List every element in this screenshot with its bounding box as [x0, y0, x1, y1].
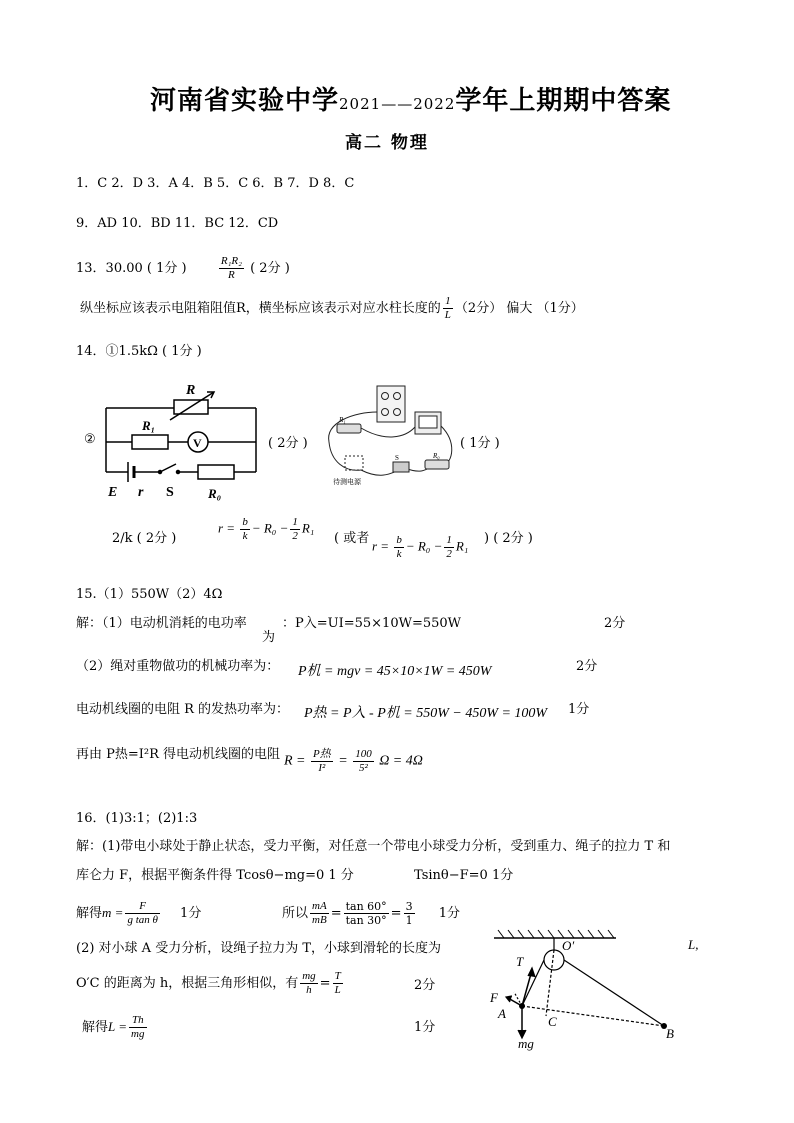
circuit-points: ( 2分 ): [268, 436, 308, 451]
q16-p3-tan-n: tan 60°: [345, 900, 387, 913]
f1-b: b: [242, 516, 248, 528]
q13b-text: 纵坐标应该表示电阻箱阻值R，横坐标应该表示对应水柱长度的: [80, 301, 441, 316]
q15-s4-eq: [284, 748, 423, 775]
q16-p3-n: F: [125, 900, 159, 914]
q15-s3-text: 电动机线圈的电阻 R 的发热功率为：: [76, 702, 290, 717]
f2-k: k: [396, 548, 402, 560]
q15-head: 15.（1）550W（2）4Ω: [76, 587, 223, 602]
ball-a: [519, 1003, 525, 1009]
q16-p3-value: [404, 900, 415, 927]
apparatus-points: ( 1分 ): [460, 436, 500, 451]
q13b-fraction: [443, 295, 453, 322]
label-mg: mg: [518, 1036, 534, 1051]
q15-s3-points: 1分: [568, 702, 590, 717]
q15-s1-eq: ：P入=UI=55×10W=550W: [282, 616, 462, 631]
q15-s4-frac-1: [311, 748, 333, 775]
page-title: [150, 80, 671, 117]
title-part-a: 河南省实验中学: [150, 86, 340, 116]
q16-p3b-text: 所以: [282, 906, 309, 921]
q16-p5-n2: T: [334, 970, 341, 982]
q16-p3-ratio-d: mB: [312, 914, 327, 926]
q16-p4-L: L,: [688, 937, 699, 952]
q16-p5: [76, 970, 345, 997]
label-o-prime: O′: [562, 938, 575, 953]
q15-s4-n1: P热: [313, 748, 331, 760]
label-a: A: [498, 1006, 506, 1021]
q15-s4-d1: I²: [318, 762, 326, 774]
answers-row-2: 9．AD 10．BD 11．BC 12．CD: [76, 216, 279, 231]
q15-s2-points: 2分: [576, 659, 598, 674]
q16-p3-tan-d: tan 30°: [345, 914, 387, 927]
q16-p3-frac: [125, 900, 159, 927]
q16-p3a: [76, 900, 201, 927]
q15-s4-d2: 5²: [359, 762, 368, 774]
label-c: C: [548, 1014, 557, 1029]
q16-p3b-points: 1分: [438, 906, 460, 921]
apparatus-label-source: 待测电源: [333, 478, 361, 486]
q16-p6: [82, 1014, 149, 1041]
q13-line: [76, 255, 290, 282]
q14-item-1: ①1.5kΩ ( 1分 ): [105, 344, 202, 359]
q15-s4-n2: 100: [355, 748, 372, 760]
q16-p3-points: 1分: [180, 906, 202, 921]
circuit-label-s: S: [166, 485, 174, 500]
q14c-formula-2: [372, 534, 468, 561]
q16-p3-value-d: 1: [405, 914, 413, 927]
f1-k: k: [242, 530, 248, 542]
q15-s4-eq-sign: =: [338, 753, 348, 769]
q15-s3-eq: P热 = P入 - P机 = 550W − 450W = 100W: [304, 706, 548, 721]
f1-end: R₁: [301, 520, 315, 536]
q16-p6-L: L =: [108, 1019, 128, 1034]
q13-frac-num: R₁R₂: [220, 255, 242, 267]
q16-p4: (2) 对小球 A 受力分析，设绳子拉力为 T，小球到滑轮的长度为: [76, 941, 442, 956]
q16-p3-tan: [344, 900, 389, 927]
q16-p5-d2: L: [334, 984, 341, 996]
q16-p6-frac: [129, 1014, 146, 1041]
q16-p6a-text: 解得: [82, 1020, 109, 1035]
f2-frac-bk: [394, 534, 404, 561]
q15-s1-wei: 为: [262, 630, 276, 645]
q16-p2b: Tsinθ−F=0 1分: [414, 868, 514, 883]
q15-s1-points: 2分: [604, 616, 626, 631]
f2-mid: − R₀ −: [405, 538, 443, 554]
f2-end: R₁: [455, 538, 469, 554]
q16-p5-frac-1: [300, 970, 317, 997]
circuit-label-r: R: [186, 383, 196, 398]
f2-h1: 1: [446, 534, 452, 546]
q15-s4-text: 再由 P热=I²R 得电动机线圈的电阻: [76, 747, 281, 762]
q16-p5-frac-2: [333, 970, 343, 997]
answers-row-1: 1．C 2．D 3．A 4．B 5．C 6．B 7．D 8．C: [76, 176, 355, 191]
q16-p3-d: g tan θ: [127, 914, 158, 926]
label-f: F: [490, 990, 498, 1005]
q15-s4-frac-2: [353, 748, 374, 775]
circuit-label-r-internal: r: [138, 485, 144, 500]
f1-pre: r =: [218, 520, 236, 536]
q16-p5-points: 2分: [414, 978, 436, 993]
q16-p3-eq: =: [330, 906, 342, 921]
title-years: 2021——2022: [339, 95, 456, 113]
q16-p6-points: 1分: [414, 1020, 436, 1035]
q13-points: ( 2分 ): [250, 261, 290, 276]
q16-p6-d: mg: [131, 1028, 145, 1040]
q14-line: [76, 340, 202, 359]
circuit-label-v: V: [193, 436, 202, 450]
f1-mid: − R₀ −: [251, 520, 289, 536]
f2-b: b: [396, 534, 402, 546]
f2-pre: r =: [372, 538, 390, 554]
circuit-marker: ②: [84, 432, 96, 447]
circuit-label-r1: R₁: [142, 418, 156, 433]
q13b-frac-den: L: [444, 309, 451, 321]
q14c-alt: ( 或者: [334, 531, 370, 546]
q16-p5a-text: O′C 的距离为 h，根据三角形相似，有: [76, 976, 299, 991]
q15-s2-eq: P机 = mgv = 45×10×1W = 450W: [298, 664, 492, 679]
q16-p6-n: Th: [129, 1014, 146, 1028]
title-part-b: 学年上期期中答案: [455, 86, 672, 116]
q15-s1-text: 解：（1）电动机消耗的电功率: [76, 616, 247, 631]
q13-frac-den: R: [228, 269, 235, 281]
q13-fraction: [219, 255, 244, 282]
q15-s4-pre: R =: [284, 753, 306, 769]
f1-h2: 2: [292, 530, 298, 542]
q16-p3a-text: 解得: [76, 906, 103, 921]
q13b-points: （2分） 偏大 （1分）: [454, 301, 584, 316]
circuit-label-e: E: [108, 485, 118, 500]
q15-step-1: [76, 612, 247, 631]
page-subtitle: 高二 物理: [345, 133, 429, 153]
q15-s4-end: Ω = 4Ω: [379, 753, 423, 769]
f2-h2: 2: [446, 548, 452, 560]
q14c-alt-end: ) ( 2分 ): [484, 531, 533, 546]
q16-p3-eq2: =: [390, 906, 402, 921]
q16-head: 16．(1)3:1；(2)1:3: [76, 811, 198, 826]
f2-frac-half: [444, 534, 454, 561]
q15-s2-text: （2）绳对重物做功的机械功率为：: [76, 659, 280, 674]
q16-p3-m: m =: [102, 905, 124, 920]
q14c-lead: 2/k ( 2分 ): [112, 531, 177, 546]
q14-lead: 14．: [76, 344, 106, 359]
q13-lead: 13．30.00 ( 1分 ): [76, 261, 187, 276]
q16-p3-ratio-n: mA: [312, 900, 327, 912]
q14c-formula-1: [218, 516, 314, 543]
q13b-frac-num: 1: [443, 295, 453, 309]
f1-frac-bk: [240, 516, 250, 543]
q16-p3-ratio: [310, 900, 329, 927]
apparatus-label-s: S: [395, 454, 399, 462]
q16-p2a: 库仑力 F，根据平衡条件得 Tcosθ−mg=0 1 分: [76, 868, 354, 883]
q16-p5-d1: h: [306, 984, 312, 996]
apparatus-label-r0: R₀: [433, 452, 440, 460]
q16-p5-n1: mg: [302, 970, 316, 982]
f1-h1: 1: [292, 516, 298, 528]
apparatus-drawing: [325, 382, 460, 492]
label-b: B: [666, 1026, 674, 1041]
q16-p3b: [282, 900, 460, 927]
apparatus-label-r1: R₁: [339, 416, 346, 424]
f1-frac-half: [290, 516, 300, 543]
q16-p3-value-n: 3: [405, 900, 413, 913]
pulley-diagram: [486, 926, 699, 1052]
label-t: T: [516, 954, 524, 969]
circuit-label-r0: R₀: [208, 486, 222, 501]
q13b-line: [80, 295, 584, 322]
q16-p1: 解：(1)带电小球处于静止状态，受力平衡，对任意一个带电小球受力分析，受到重力、绳子的拉力 T 和: [76, 839, 671, 854]
q16-p5-eq: =: [319, 976, 331, 991]
